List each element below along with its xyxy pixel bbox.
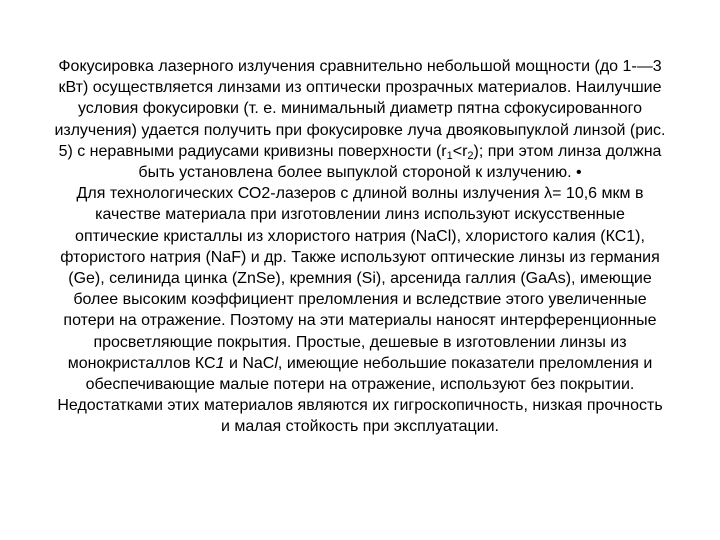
text-fragment: ); при этом линза должна xyxy=(473,142,662,160)
text-line: и малая стойкость при эксплуатации. xyxy=(221,418,499,436)
text-fragment: и NaС xyxy=(224,354,275,372)
text-line: качестве материала при изготовлении линз используют искусственные xyxy=(95,206,625,224)
text-line: оптические кристаллы из хлористого натрия (NaCl), хлористого калия (КС1), xyxy=(75,227,645,245)
italic-fragment: 1 xyxy=(215,354,225,372)
text-line: потери на отражение. Поэтому на эти материалы наносят интерференционные xyxy=(63,312,657,330)
text-line: просветляющие покрытия. Простые, дешевые в изготовлении линзы из xyxy=(93,333,627,351)
text-line: более высоким коэффициент преломления и вследствие этого увеличенные xyxy=(73,291,647,309)
text-line: (Ge), селинида цинка (ZnSe), кремния (Si), арсенида галлия (GaAs), имеющие xyxy=(68,270,652,288)
text-fragment: <r xyxy=(452,142,468,160)
text-fragment: 5) с неравными радиусами кривизны поверхности (r xyxy=(58,142,447,160)
italic-fragment: l xyxy=(274,354,278,372)
text-line-with-subscripts xyxy=(18,141,702,162)
text-line: Фокусировка лазерного излучения сравнительно небольшой мощности (до 1-—3 xyxy=(58,58,662,75)
text-line: кВт) осуществляется линзами из оптически прозрачных материалов. Наилучшие xyxy=(58,79,662,97)
text-line-with-italics xyxy=(18,353,702,374)
text-line: обеспечивающие малые потери на отражение, используют без покрытии. xyxy=(85,376,635,394)
text-line: условия фокусировки (т. е. минимальный диаметр пятна сфокусированного xyxy=(77,100,643,118)
text-line: излучения) удается получить при фокусировке луча двояковыпуклой линзой (рис. xyxy=(54,121,666,139)
text-line: фтористого натрия (NaF) и др. Также используют оптические линзы из германия xyxy=(60,248,660,266)
body-text xyxy=(18,56,702,438)
subscript: 1 xyxy=(446,149,453,162)
text-line: быть установлена более выпуклой стороной к излучению. • xyxy=(138,164,582,182)
subscript: 2 xyxy=(467,149,474,162)
text-line: Недостатками этих материалов являются их гигроскопичность, низкая прочность xyxy=(57,397,663,415)
text-fragment: , имеющие небольшие показатели преломления и xyxy=(277,354,653,372)
text-fragment: монокристаллов КС xyxy=(67,354,216,372)
text-line: Для технологических СО2-лазеров с длиной волны излучения λ= 10,6 мкм в xyxy=(76,185,644,203)
